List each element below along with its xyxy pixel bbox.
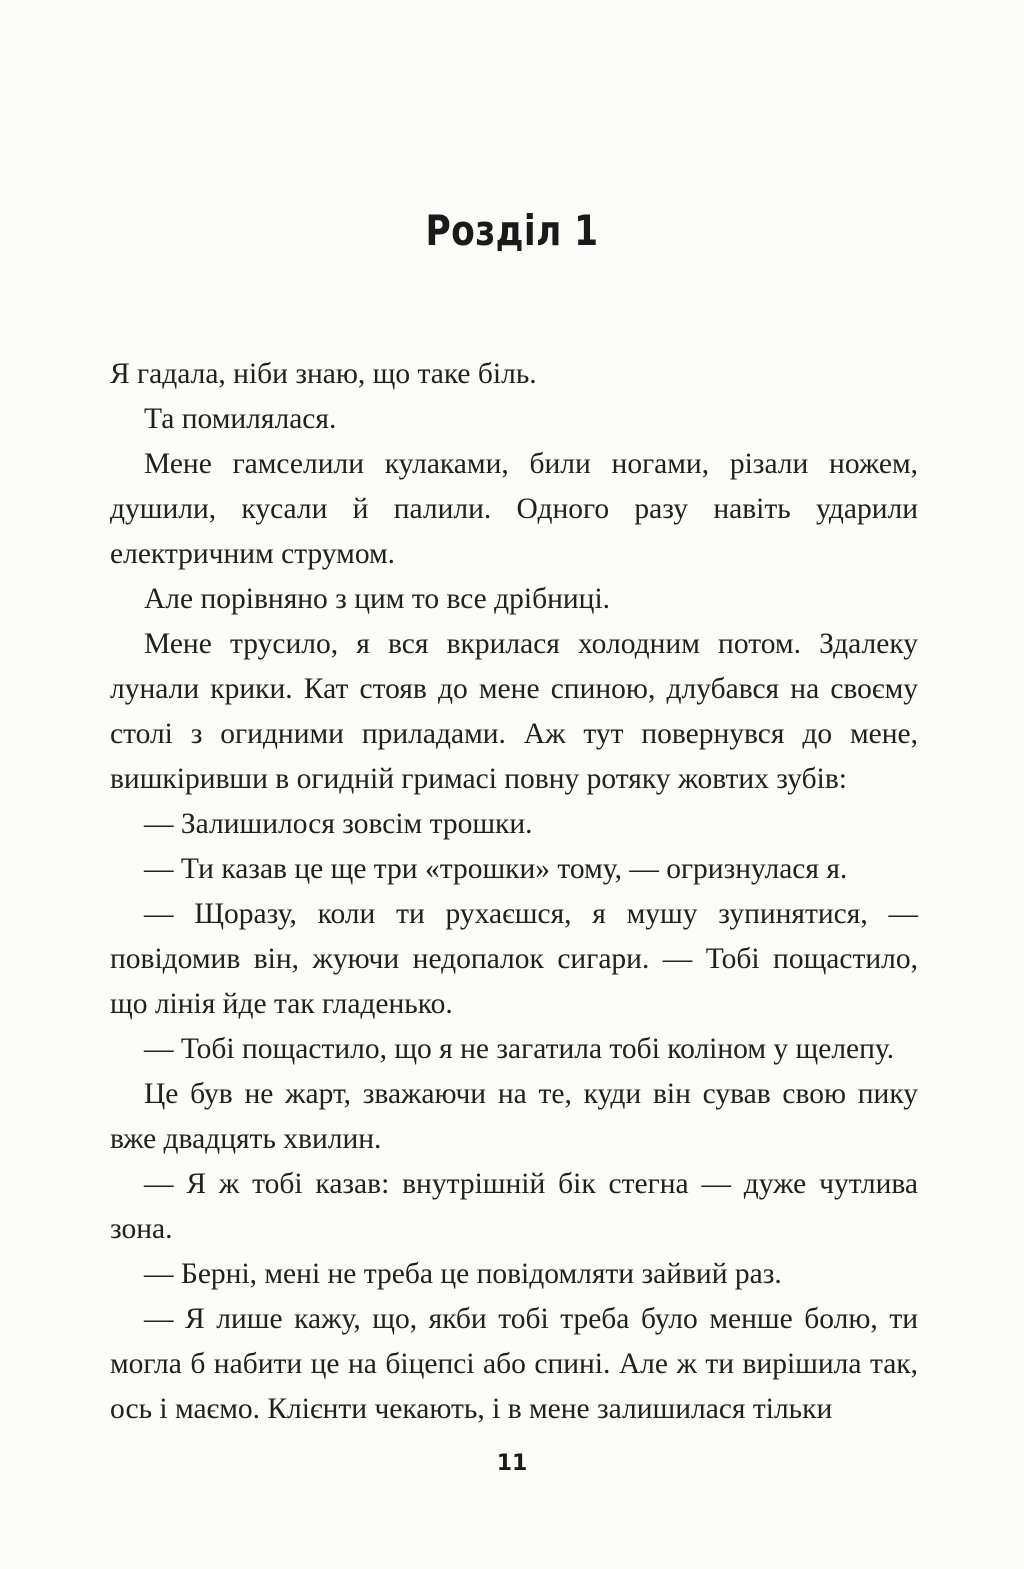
paragraph: Я гадала, ніби знаю, що таке біль. xyxy=(110,358,537,390)
paragraph: Мене трусило, я вся вкрилася холодним потом. Здалеку лунали крики. Кат стояв до мене спиною, длубався на своєму столі з огидними приладами. Аж тут повернувся до мене, вишкіривши в огидній гримасі повну ротяку жовтих зубів: xyxy=(110,628,918,795)
dialogue-line: — Тобі пощастило, що я не загатила тобі коліном у щелепу. xyxy=(144,1033,895,1065)
page-number: 11 xyxy=(496,1451,528,1476)
chapter-body xyxy=(110,352,918,1432)
dialogue-line: — Щоразу, коли ти рухаєшся, я мушу зупинятися, — повідомив він, жуючи недопалок сигари. — Тобі пощастило, що лінія йде так гладенько. xyxy=(110,898,918,1020)
paragraph: Але порівняно з цим то все дрібниці. xyxy=(144,583,611,615)
dialogue-line: — Берні, мені не треба це повідомляти зайвий раз. xyxy=(144,1258,782,1290)
dialogue-line: — Залишилося зовсім трошки. xyxy=(144,808,533,840)
dialogue-line: — Ти казав це ще три «трошки» тому, — огризнулася я. xyxy=(144,853,848,885)
dialogue-line: — Я лише кажу, що, якби тобі треба було менше болю, ти могла б набити це на біцепсі або спині. Але ж ти вирішила так, ось і маємо. Клієнти чекають, і в мене залишилася тільки xyxy=(110,1303,918,1425)
paragraph: Це був не жарт, зважаючи на те, куди він сував свою пику вже двадцять хвилин. xyxy=(110,1078,918,1155)
dialogue-line: — Я ж тобі казав: внутрішній бік стегна — дуже чутлива зона. xyxy=(110,1168,918,1245)
paragraph: Та помилялася. xyxy=(144,403,337,435)
chapter-title: Розділ 1 xyxy=(425,206,599,255)
paragraph: Мене гамселили кулаками, били ногами, різали ножем, душили, кусали й палили. Одного разу навіть ударили електричним струмом. xyxy=(110,448,918,570)
